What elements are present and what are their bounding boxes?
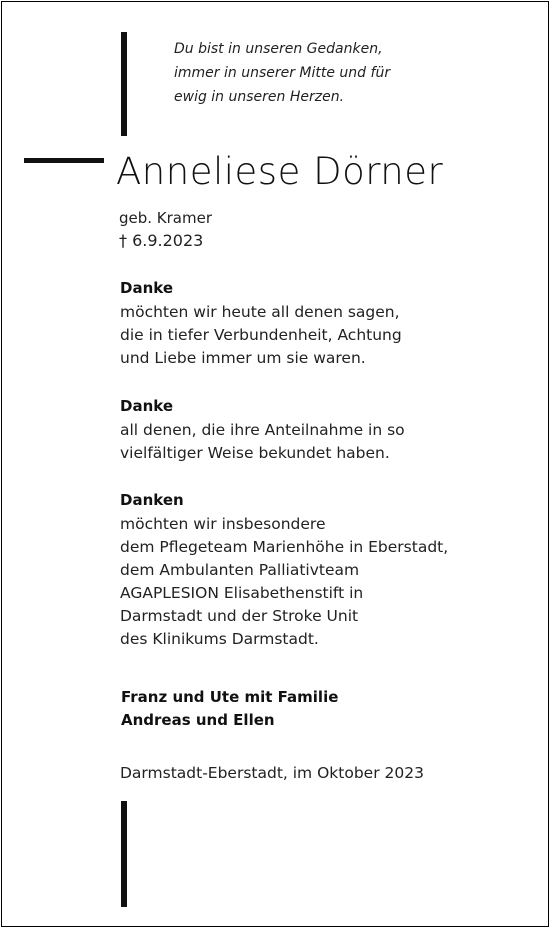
mourning-bar-top	[121, 32, 127, 136]
thanks-line: all denen, die ihre Anteilnahme in so	[120, 421, 405, 439]
signer-line: Franz und Ute mit Familie	[121, 688, 339, 706]
thanks-heading: Danke	[120, 397, 173, 415]
thanks-heading: Danken	[120, 491, 184, 509]
thanks-block	[120, 277, 402, 370]
motto-line: ewig in unseren Herzen.	[174, 89, 345, 105]
thanks-line: und Liebe immer um sie waren.	[120, 349, 366, 367]
mourning-bar-horizontal	[24, 158, 104, 163]
deceased-name: Anneliese Dörner	[116, 150, 444, 193]
thanks-line: dem Ambulanten Palliativteam	[120, 561, 360, 579]
signer-line: Andreas und Ellen	[121, 711, 275, 729]
thanks-line: vielfältiger Weise bekundet haben.	[120, 444, 390, 462]
thanks-block	[120, 489, 448, 651]
thanks-block	[120, 395, 405, 465]
thanks-line: AGAPLESION Elisabethenstift in	[120, 584, 364, 602]
thanks-line: des Klinikums Darmstadt.	[120, 630, 319, 648]
motto-verse	[174, 37, 390, 109]
mourning-bar-bottom	[121, 801, 127, 907]
place-date: Darmstadt-Eberstadt, im Oktober 2023	[120, 764, 424, 782]
signers	[121, 686, 338, 732]
thanks-line: möchten wir insbesondere	[120, 515, 326, 533]
motto-line: immer in unserer Mitte und für	[174, 65, 391, 81]
birth-name: geb. Kramer	[119, 209, 213, 227]
thanks-heading: Danke	[120, 279, 173, 297]
motto-line: Du bist in unseren Gedanken,	[174, 41, 383, 57]
death-date: † 6.9.2023	[119, 231, 204, 250]
thanks-line: Darmstadt und der Stroke Unit	[120, 607, 359, 625]
thanks-line: die in tiefer Verbundenheit, Achtung	[120, 326, 402, 344]
thanks-line: dem Pflegeteam Marienhöhe in Eberstadt,	[120, 538, 449, 556]
thanks-line: möchten wir heute all denen sagen,	[120, 303, 400, 321]
